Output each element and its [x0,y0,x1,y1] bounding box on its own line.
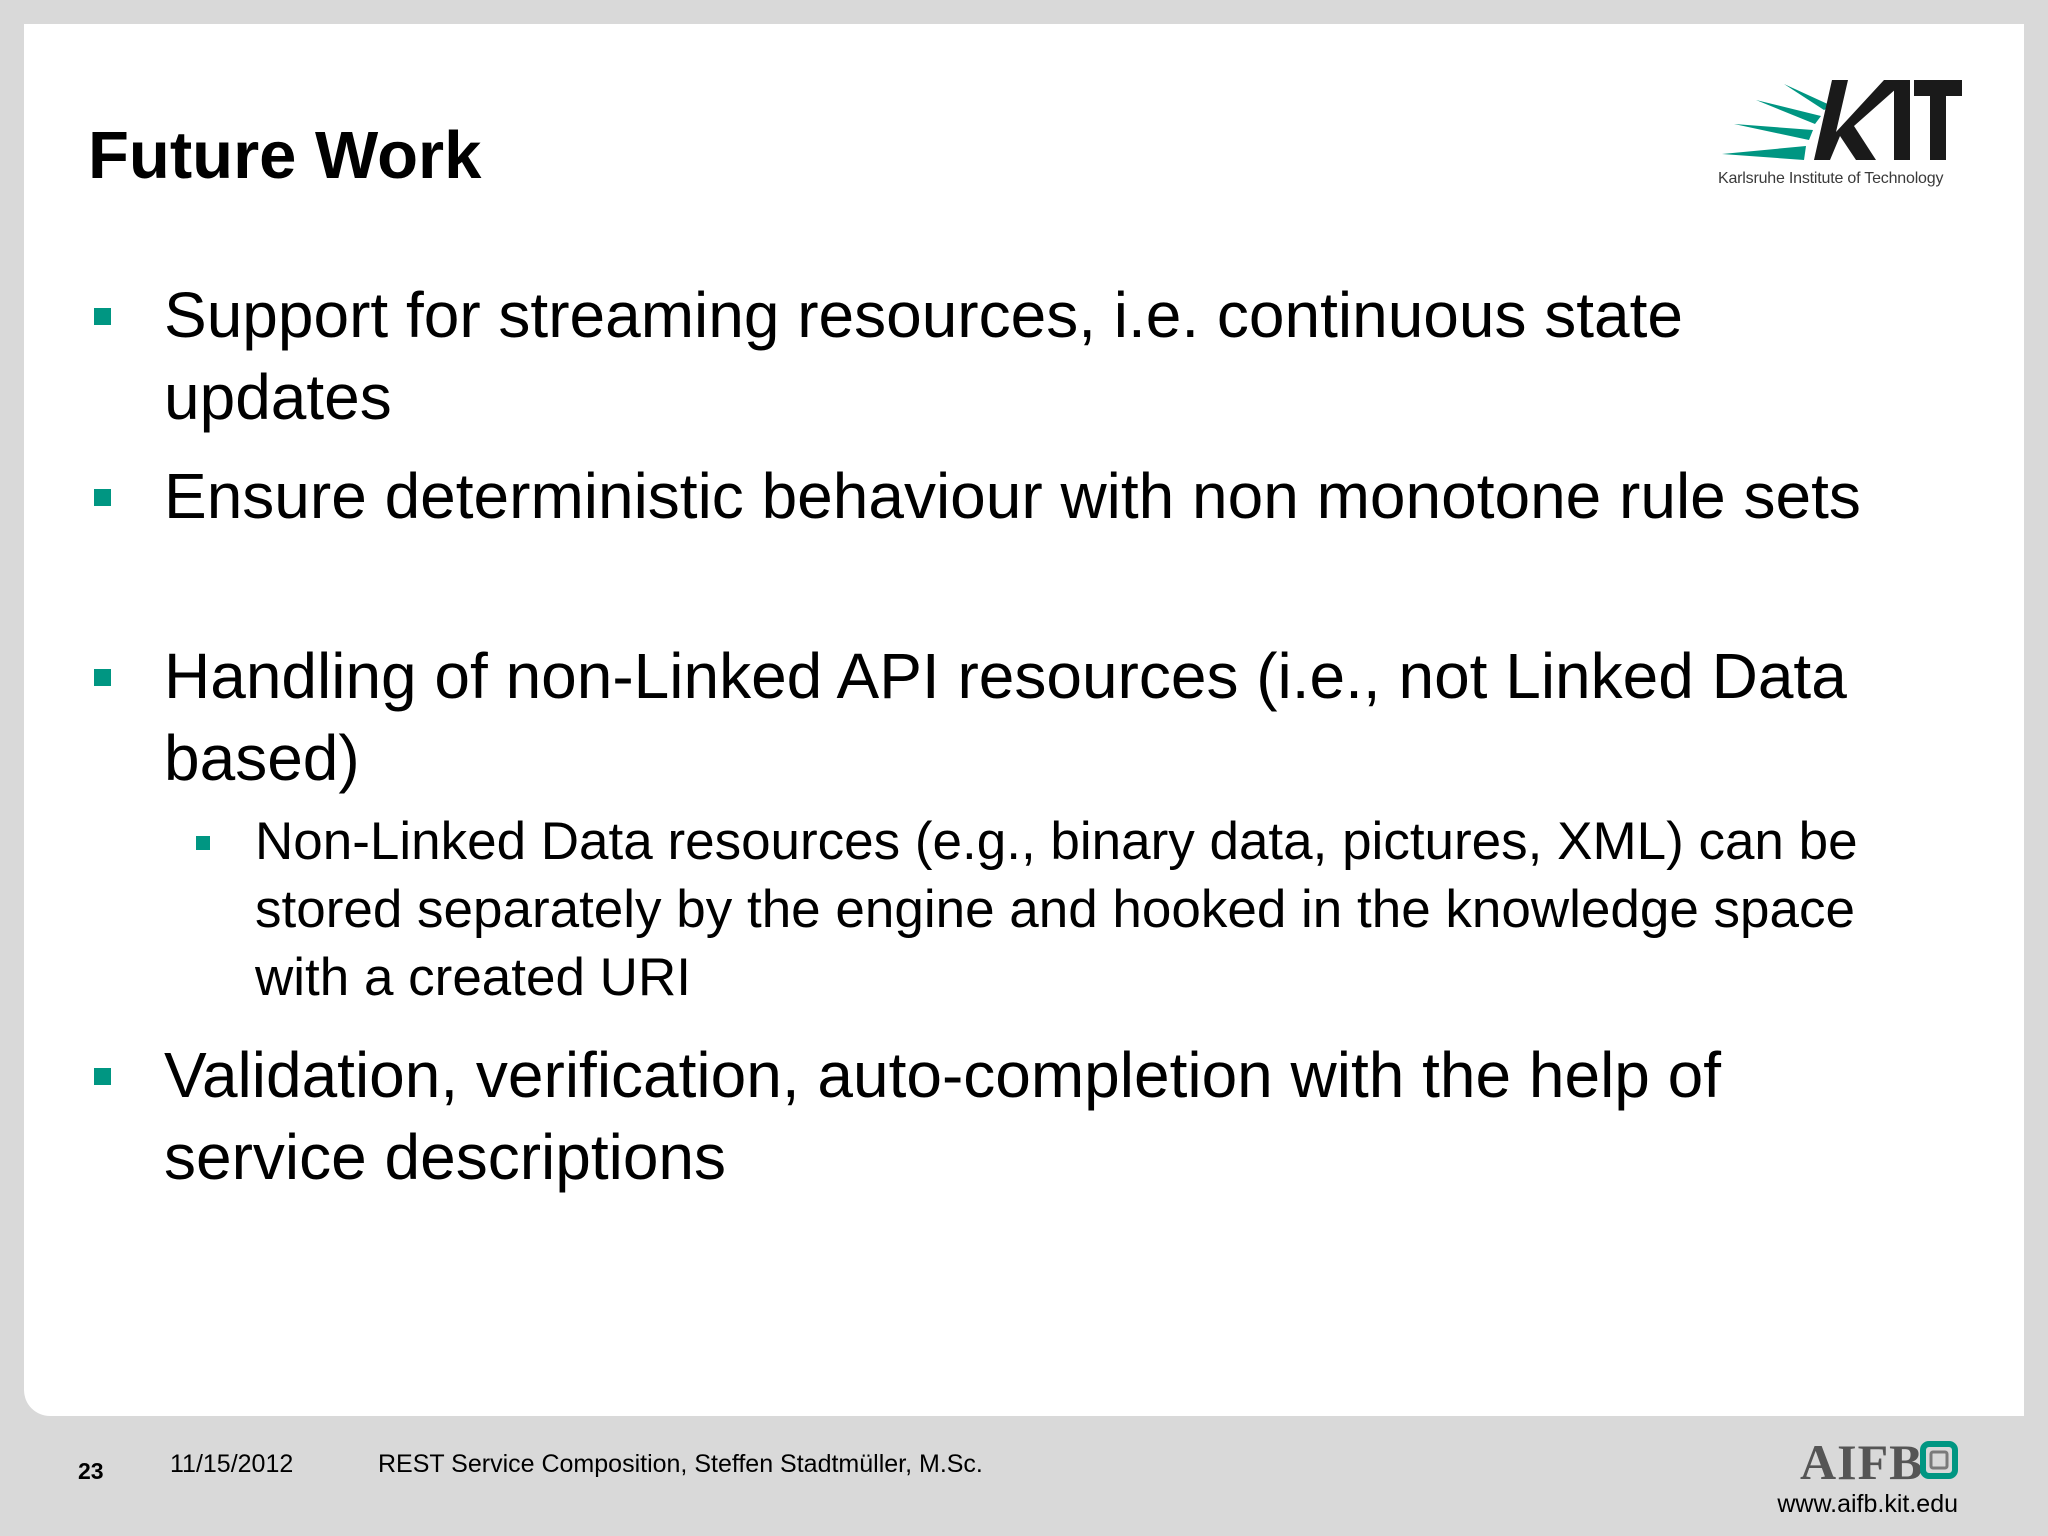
aifb-logo-square-icon [1920,1441,1958,1479]
square-bullet-icon [94,1068,111,1085]
square-bullet-icon [94,308,111,325]
kit-logo-tagline: Karlsruhe Institute of Technology [1718,170,1944,187]
aifb-logo [1800,1432,1923,1492]
square-bullet-icon [94,669,111,686]
bullet-text: Ensure deterministic behaviour with non monotone rule sets [164,460,1861,532]
bullet-text: Non-Linked Data resources (e.g., binary data, pictures, XML) can be stored separately by the engine and hooked in the knowledge space with a created URI [255,812,1858,1007]
bullet-text: Handling of non-Linked API resources (i.e., not Linked Data based) [164,640,1847,794]
slide-title: Future Work [88,118,482,193]
bullet-item [164,635,1904,799]
aifb-logo-text: AIFB [1800,1434,1924,1490]
square-bullet-icon [196,836,210,850]
bullet-item [164,1034,1904,1198]
kit-fan-icon [1722,84,1832,160]
bullet-item [164,455,1904,537]
sub-bullet-item [255,808,1935,1012]
square-bullet-icon [94,489,111,506]
bullet-text: Validation, verification, auto-completion with the help of service descriptions [164,1039,1722,1193]
footer-url: www.aifb.kit.edu [1777,1490,1958,1518]
footer-caption: REST Service Composition, Steffen Stadtmüller, M.Sc. [378,1450,983,1478]
bullet-text: Support for streaming resources, i.e. continuous state updates [164,279,1683,433]
bullet-item [164,274,1904,438]
page-number: 23 [78,1458,104,1484]
footer-date: 11/15/2012 [170,1450,294,1478]
